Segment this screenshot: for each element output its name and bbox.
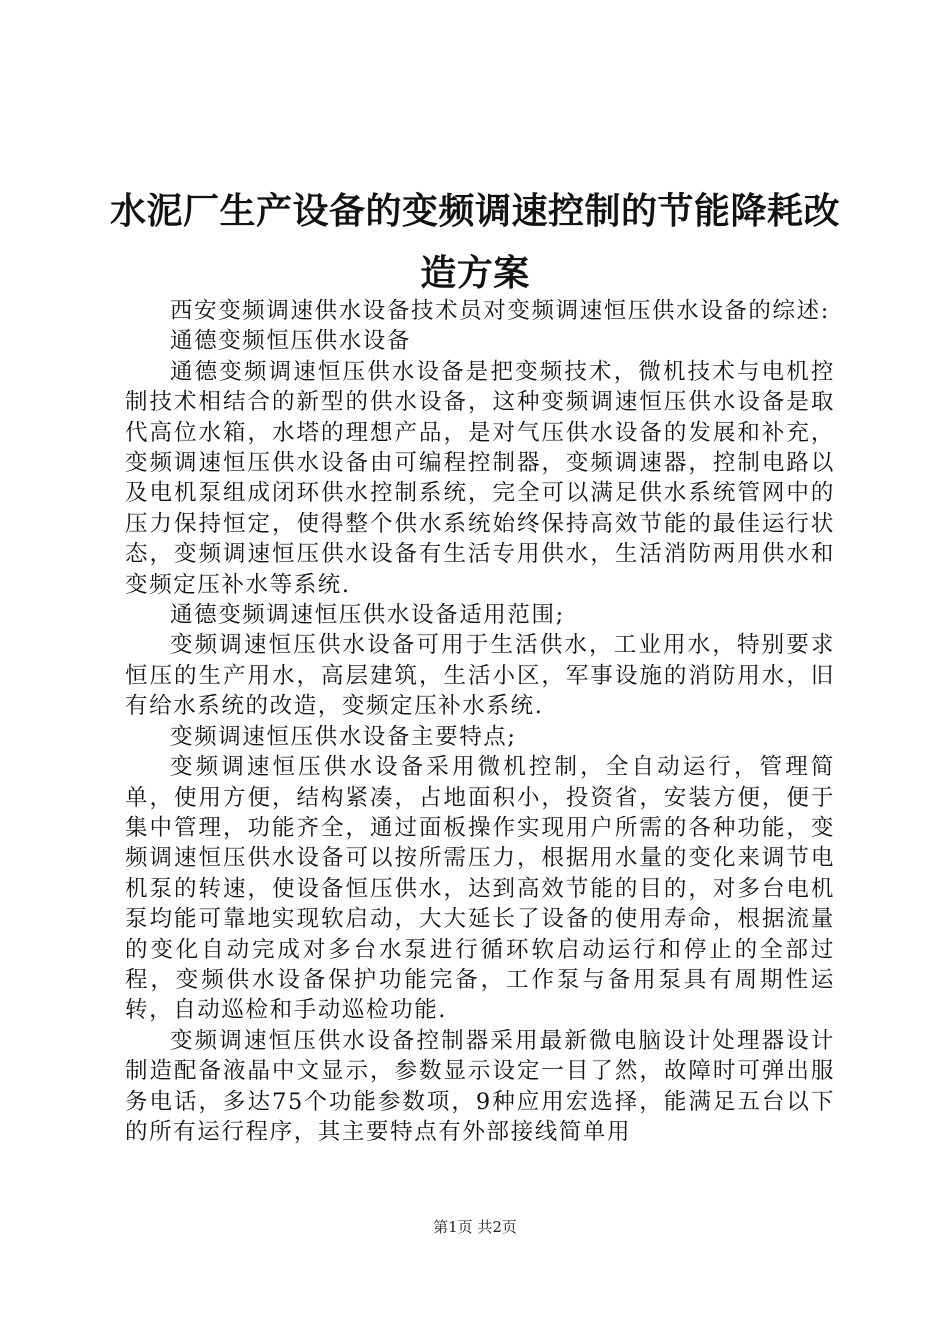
paragraph-controller: 变频调速恒压供水设备控制器采用最新微电脑设计处理器设计制造配备液晶中文显示，参数显示设定一目了然，故障时可弹出服务电话，多达75个功能参数项，9种应用宏选择，能满足五台以下的所有运行程序，其主要特点有外部接线简单用 [125, 1027, 835, 1145]
page-number: 第1页 共2页 [433, 1218, 517, 1236]
page-footer [0, 1217, 950, 1237]
paragraph-heading-features: 变频调速恒压供水设备主要特点; [170, 723, 517, 750]
title-line-2: 造方案 [420, 252, 530, 294]
document-body [125, 296, 835, 1147]
paragraph-intro: 西安变频调速供水设备技术员对变频调速恒压供水设备的综述: [170, 298, 830, 324]
paragraph-scope: 变频调速恒压供水设备可用于生活供水，工业用水，特别要求恒压的生产用水，高层建筑，生活小区，军事设施的消防用水，旧有给水系统的改造，变频定压补水系统. [125, 632, 835, 720]
paragraph-features: 变频调速恒压供水设备采用微机控制，全自动运行，管理简单，使用方便，结构紧凑，占地面积小，投资省，安装方便，便于集中管理，功能齐全，通过面板操作实现用户所需的各种功能，变频调速恒压供水设备可以按所需压力，根据用水量的变化来调节电机泵的转速，使设备恒压供水，达到高效节能的目的，对多台电机泵均能可靠地实现软启动，大大延长了设备的使用寿命，根据流量的变化自动完成对多台水泵进行循环软启动运行和停止的全部过程，变频供水设备保护功能完备，工作泵与备用泵具有周期性运转，自动巡检和手动巡检功能. [125, 754, 835, 1024]
title-line-1: 水泥厂生产设备的变频调速控制的节能降耗改 [109, 190, 840, 232]
paragraph-heading-scope: 通德变频调速恒压供水设备适用范围; [170, 602, 565, 629]
document-title [100, 180, 850, 304]
paragraph-product-description: 通德变频调速恒压供水设备是把变频技术，微机技术与电机控制技术相结合的新型的供水设备，这种变频调速恒压供水设备是取代高位水箱，水塔的理想产品，是对气压供水设备的发展和补充，变频调速恒压供水设备由可编程控制器，变频调速器，控制电路以及电机泵组成闭环供水控制系统，完全可以满足供水系统管网中的压力保持恒定，使得整个供水系统始终保持高效节能的最佳运行状态，变频调速恒压供水设备有生活专用供水，生活消防两用供水和变频定压补水等系统. [125, 358, 835, 598]
paragraph-heading-product: 通德变频恒压供水设备 [170, 328, 412, 355]
